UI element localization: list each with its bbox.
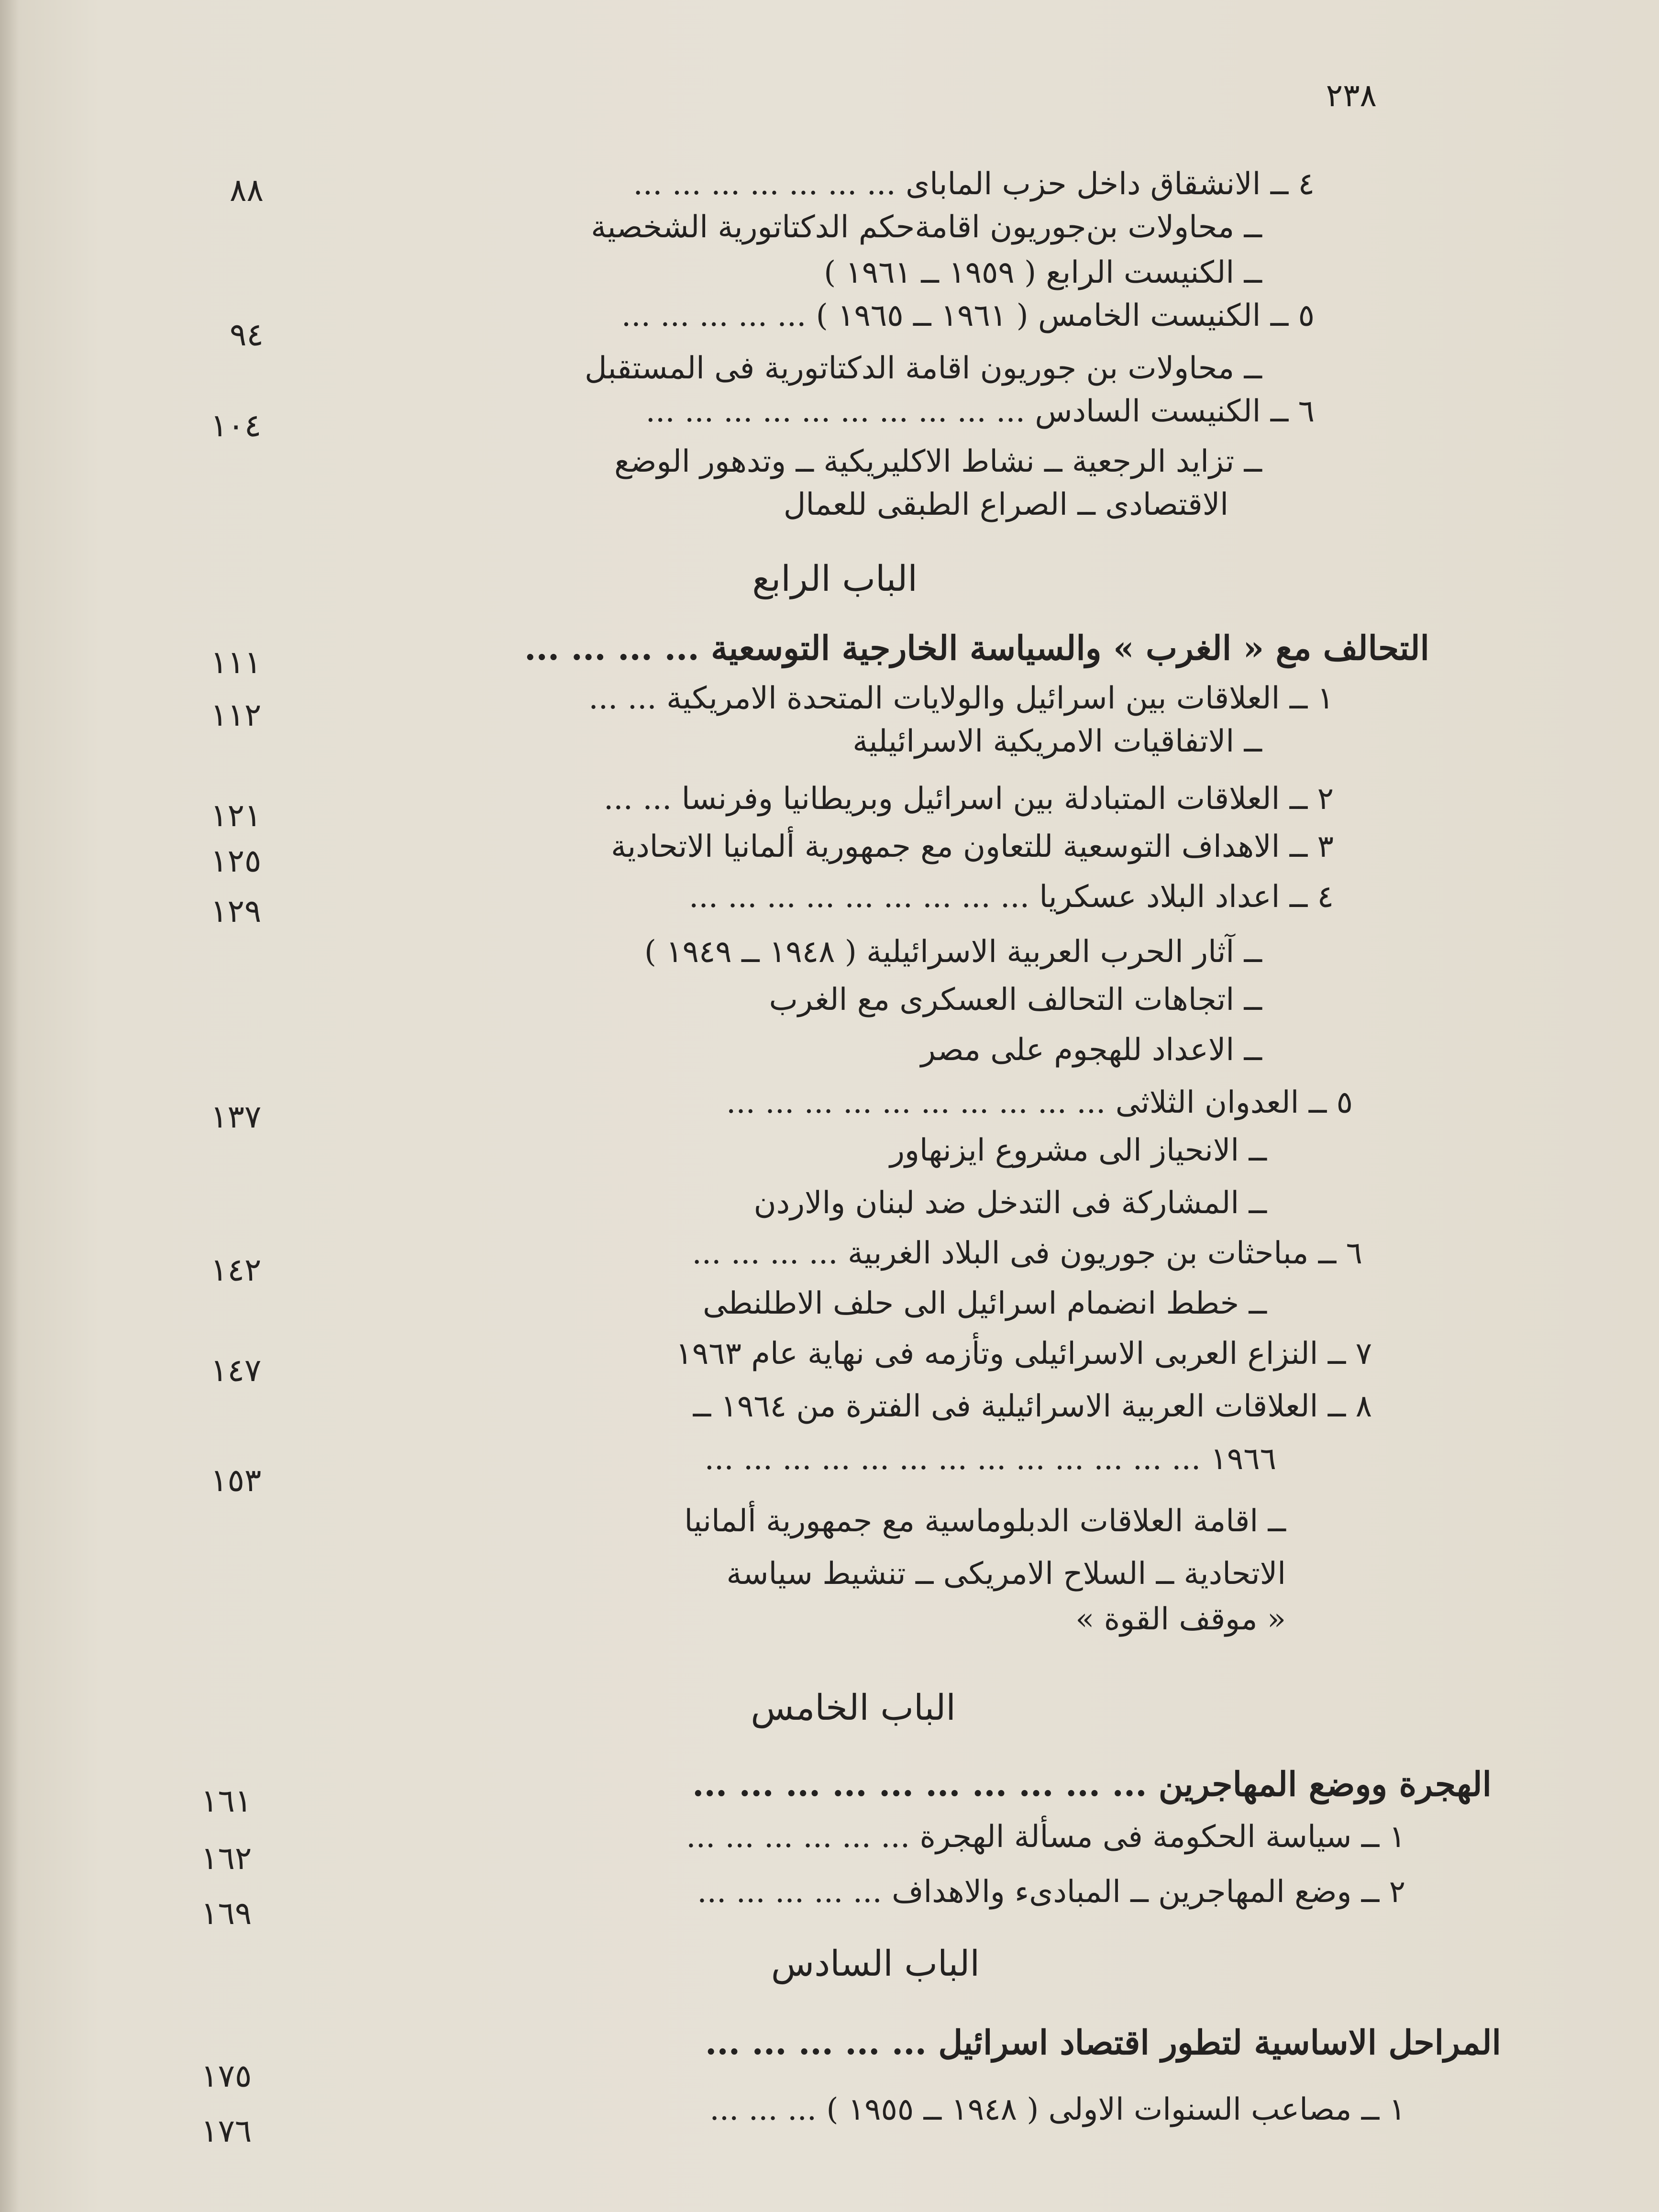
section-heading: التحالف مع « الغرب » والسياسة الخارجية التوسعية ... ... ... ...: [524, 628, 1429, 668]
toc-subentry: الاتحادية ــ السلاح الامريكى ــ تنشيط سياسة: [726, 1556, 1286, 1592]
toc-subentry: ــ محاولات بن‌جوريون اقامة‌حكم الدكتاتورية الشخصية: [591, 210, 1262, 245]
toc-page-number: ١٤٧: [210, 1352, 262, 1389]
section-heading: الهجرة ووضع المهاجرين ... ... ... ... ... ... ... ... ... ...: [692, 1764, 1492, 1804]
toc-subentry: ــ خطط انضمام اسرائيل الى حلف الاطلنطى: [703, 1286, 1267, 1321]
toc-page-number: ١٦٩: [201, 1895, 252, 1932]
toc-entry: ٤ ــ اعداد البلاد عسكريا ... ... ... ... ... ... ... ... ...: [689, 879, 1334, 915]
toc-entry: ٥ ــ الكنيست الخامس ( ١٩٦١ ــ ١٩٦٥ ) ... ... ... ... ...: [621, 298, 1315, 333]
toc-subentry: ــ تزايد الرجعية ــ نشاط الاكليريكية ــ وتدهور الوضع: [614, 444, 1262, 479]
chapter-title: الباب الرابع: [752, 558, 918, 599]
toc-page-number: ١٥٣: [210, 1462, 262, 1499]
toc-subentry: ــ الكنيست الرابع ( ١٩٥٩ ــ ١٩٦١ ): [824, 255, 1262, 290]
toc-page-number: ٩٤: [230, 316, 264, 353]
toc-entry: ٥ ــ العدوان الثلاثى ... ... ... ... ... ... ... ... ... ...: [726, 1085, 1353, 1120]
toc-page-number: ١٤٢: [210, 1251, 262, 1288]
toc-entry: ٢ ــ وضع المهاجرين ــ المبادىء والاهداف ... ... ... ... ...: [697, 1874, 1405, 1910]
toc-page-number: ١١١: [210, 644, 262, 681]
toc-entry: ٨ ــ العلاقات العربية الاسرائيلية فى الفترة من ١٩٦٤ ــ: [693, 1389, 1372, 1424]
toc-entry-continued: ١٩٦٦ ... ... ... ... ... ... ... ... ... ... ... ... ...: [704, 1441, 1276, 1477]
toc-subentry: ــ الاتفاقيات الامريكية الاسرائيلية: [852, 724, 1262, 759]
page-number: ٢٣٨: [1326, 77, 1377, 114]
toc-subentry: ــ الاعداد للهجوم على مصر: [920, 1032, 1262, 1068]
toc-subentry: « موقف القوة »: [1075, 1602, 1286, 1637]
chapter-title: الباب السادس: [771, 1943, 980, 1984]
toc-subentry: الاقتصادى ــ الصراع الطبقى للعمال: [783, 487, 1228, 522]
toc-entry: ٦ ــ مباحثات بن جوريون فى البلاد الغربية ... ... ... ...: [692, 1236, 1362, 1271]
toc-page-number: ١٢٥: [210, 842, 262, 879]
toc-entry: ٣ ــ الاهداف التوسعية للتعاون مع جمهورية ألمانيا الاتحادية: [611, 829, 1334, 864]
toc-entry: ١ ــ العلاقات بين اسرائيل والولايات المتحدة الامريكية ... ...: [588, 681, 1334, 716]
toc-page-number: ١٦١: [201, 1782, 252, 1819]
toc-entry: ٤ ــ الانشقاق داخل حزب الماباى ... ... ... ... ... ... ...: [633, 166, 1315, 202]
page-gutter-shadow: [0, 0, 19, 2212]
toc-page-number: ١٦٢: [201, 1840, 252, 1877]
toc-page-number: ١٧٦: [201, 2112, 252, 2149]
toc-page-number: ٨٨: [230, 172, 264, 209]
toc-subentry: ــ اقامة العلاقات الدبلوماسية مع جمهورية ألمانيا: [684, 1504, 1286, 1539]
toc-subentry: ــ الانحياز الى مشروع ايزنهاور: [890, 1133, 1267, 1168]
toc-subentry: ــ آثار الحرب العربية الاسرائيلية ( ١٩٤٨ ــ ١٩٤٩ ): [644, 934, 1262, 970]
toc-page-number: ١٣٧: [210, 1098, 262, 1135]
toc-subentry: ــ المشاركة فى التدخل ضد لبنان والاردن: [753, 1185, 1267, 1221]
toc-entry: ٢ ــ العلاقات المتبادلة بين اسرائيل وبريطانيا وفرنسا ... ...: [603, 781, 1334, 817]
section-heading: المراحل الاساسية لتطور اقتصاد اسرائيل ... ... ... ... ...: [705, 2023, 1501, 2062]
toc-entry: ١ ــ سياسة الحكومة فى مسألة الهجرة ... ... ... ... ... ...: [686, 1819, 1405, 1855]
toc-page-number: ١٧٥: [201, 2057, 252, 2094]
toc-entry: ١ ــ مصاعب السنوات الاولى ( ١٩٤٨ ــ ١٩٥٥ ) ... ... ...: [709, 2092, 1405, 2127]
toc-subentry: ــ اتجاهات التحالف العسكرى مع الغرب: [769, 982, 1262, 1018]
toc-page-number: ١٢١: [210, 797, 262, 834]
toc-entry: ٧ ــ النزاع العربى الاسرائيلى وتأزمه فى نهاية عام ١٩٦٣: [675, 1336, 1372, 1371]
toc-page-number: ١٢٩: [210, 893, 262, 929]
toc-entry: ٦ ــ الكنيست السادس ... ... ... ... ... ... ... ... ... ...: [645, 394, 1315, 429]
toc-subentry: ــ محاولات بن جوريون اقامة الدكتاتورية فى المستقبل: [585, 351, 1262, 386]
chapter-title: الباب الخامس: [751, 1687, 956, 1728]
toc-page-number: ١١٢: [210, 697, 262, 733]
toc-page-number: ١٠٤: [210, 407, 262, 444]
